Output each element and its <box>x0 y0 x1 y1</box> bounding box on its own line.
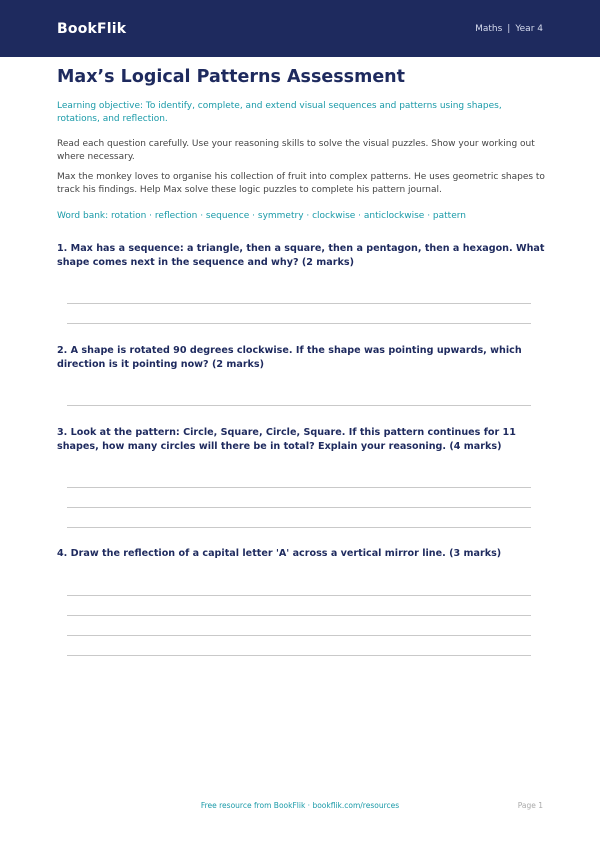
answer-line[interactable] <box>67 507 531 508</box>
footer-credit[interactable]: Free resource from BookFlik · bookflik.com/resources <box>200 801 400 810</box>
subject-label: Maths <box>475 23 503 34</box>
word-bank: Word bank: rotation · reflection · sequence · symmetry · clockwise · anticlockwise · pattern <box>57 211 466 221</box>
answer-line[interactable] <box>67 635 531 636</box>
year-label: Year 4 <box>515 23 543 34</box>
answer-line[interactable] <box>67 323 531 324</box>
answer-line[interactable] <box>67 655 531 656</box>
meta-separator: | <box>507 23 511 34</box>
title-block <box>57 66 543 88</box>
learning-objective: Learning objective: To identify, complete, and extend visual sequences and patterns using shapes, rotations, and reflection. <box>57 101 502 124</box>
subject-meta <box>475 24 543 34</box>
answer-line[interactable] <box>67 487 531 488</box>
question-1: 1. Max has a sequence: a triangle, then a square, then a pentagon, then a hexagon. What shape comes next in the sequence and why? (2 marks) <box>57 243 545 268</box>
answer-line[interactable] <box>67 527 531 528</box>
question-3: 3. Look at the pattern: Circle, Square, Circle, Square. If this pattern continues for 11 shapes, how many circles will there be in total? Explain your reasoning. (4 marks) <box>57 427 516 452</box>
answer-line[interactable] <box>67 303 531 304</box>
brand-logo[interactable]: BookFlik <box>57 20 127 37</box>
page-title: Max’s Logical Patterns Assessment <box>57 67 406 87</box>
instructions-paragraph: Read each question carefully. Use your reasoning skills to solve the visual puzzles. Show your working out where necessary. <box>57 139 535 162</box>
story-paragraph: Max the monkey loves to organise his collection of fruit into complex patterns. He uses geometric shapes to track his findings. Help Max solve these logic puzzles to complete his pattern journal. <box>57 172 545 195</box>
answer-line[interactable] <box>67 595 531 596</box>
question-2: 2. A shape is rotated 90 degrees clockwise. If the shape was pointing upwards, which direction is it pointing now? (2 marks) <box>57 345 522 370</box>
page-number: Page 1 <box>517 801 543 810</box>
header-bar <box>0 0 600 57</box>
answer-line[interactable] <box>67 405 531 406</box>
answer-line[interactable] <box>67 615 531 616</box>
question-4: 4. Draw the reflection of a capital letter 'A' across a vertical mirror line. (3 marks) <box>57 548 502 559</box>
